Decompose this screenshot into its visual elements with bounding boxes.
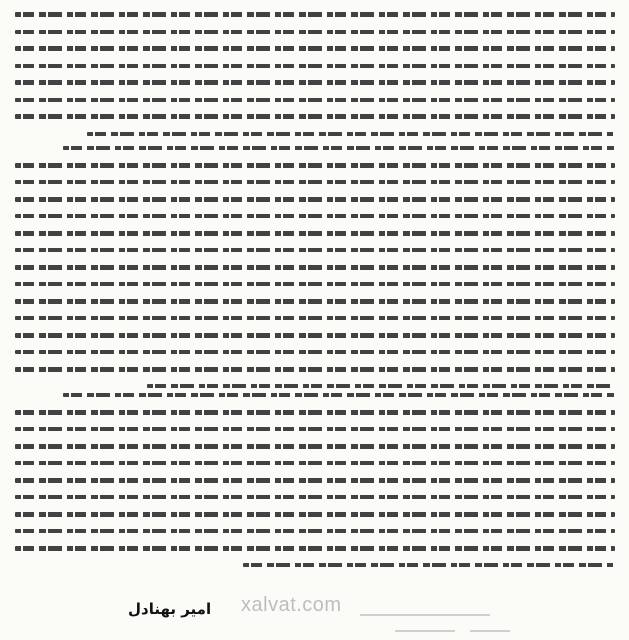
text-line <box>15 114 615 119</box>
author-signature: امیر بهنادل <box>128 600 212 618</box>
text-line <box>15 282 615 286</box>
faint-text-line <box>470 630 510 632</box>
text-line <box>15 197 615 202</box>
text-line <box>15 478 615 483</box>
text-line <box>15 64 615 68</box>
text-line <box>15 546 615 551</box>
text-line <box>63 146 615 150</box>
text-line <box>15 316 615 320</box>
text-line <box>15 98 615 102</box>
text-line <box>243 563 615 567</box>
faint-text-line <box>395 630 455 632</box>
watermark: xalvat.com <box>241 594 342 616</box>
text-line <box>15 231 615 236</box>
text-line <box>15 333 615 338</box>
text-line <box>15 512 615 517</box>
text-line <box>15 529 615 533</box>
text-line <box>15 180 615 184</box>
text-line <box>15 80 615 85</box>
text-line <box>15 350 615 354</box>
text-line <box>15 367 615 372</box>
text-line <box>147 384 615 388</box>
text-line <box>15 265 615 270</box>
text-line <box>15 410 615 415</box>
paragraph-1 <box>15 12 615 148</box>
paragraph-2 <box>15 146 615 401</box>
faint-text-line <box>360 614 490 616</box>
text-line <box>87 132 615 136</box>
paragraph-3 <box>15 393 615 580</box>
text-line <box>15 444 615 449</box>
text-line <box>63 393 615 397</box>
text-line <box>15 46 615 51</box>
text-line <box>15 427 615 431</box>
text-line <box>15 214 615 218</box>
text-line <box>15 461 615 465</box>
text-line <box>15 163 615 168</box>
text-line <box>15 248 615 252</box>
text-line <box>15 495 615 499</box>
text-line <box>15 12 615 17</box>
text-line <box>15 299 615 304</box>
text-line <box>15 30 615 34</box>
